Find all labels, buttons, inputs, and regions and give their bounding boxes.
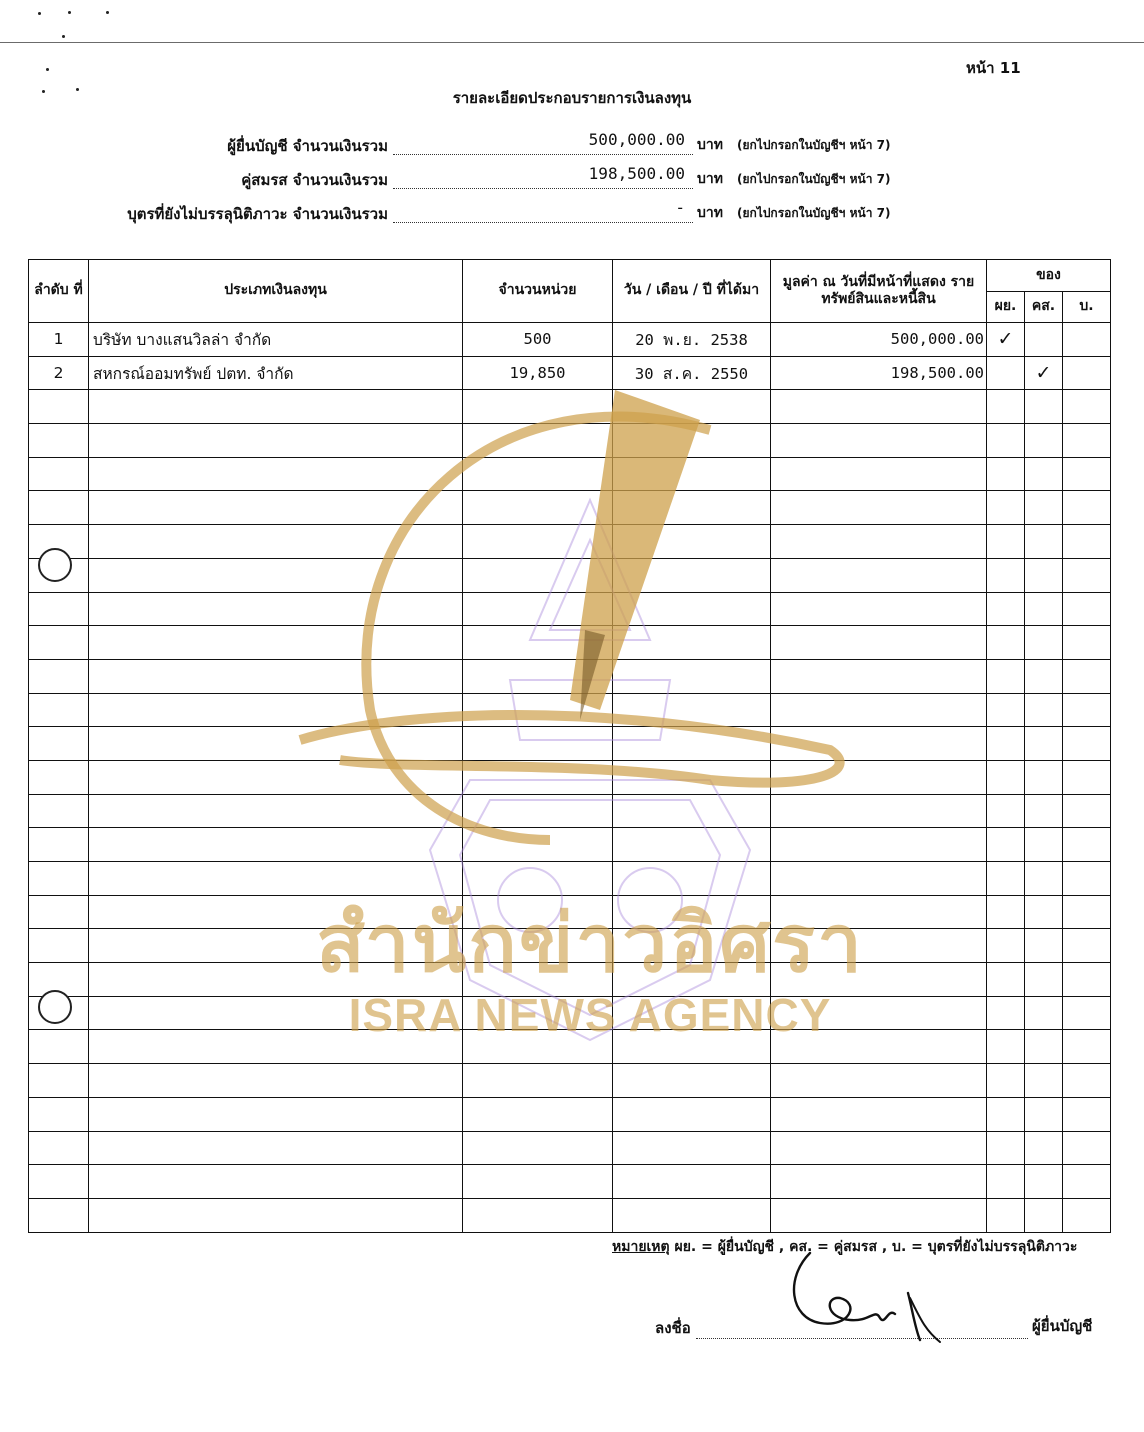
table-cell-empty — [1025, 1097, 1063, 1131]
table-cell-empty — [89, 727, 463, 761]
table-cell-empty — [987, 424, 1025, 458]
table-cell-empty — [613, 558, 771, 592]
header-no: ลำดับ ที่ — [29, 260, 89, 323]
table-cell-empty — [463, 626, 613, 660]
table-cell-empty — [89, 794, 463, 828]
summary-note: (ยกไปกรอกในบัญชีฯ หน้า 7) — [737, 138, 891, 152]
table-cell-empty — [613, 727, 771, 761]
sign-label: ลงชื่อ — [655, 1319, 691, 1337]
table-cell-empty — [29, 457, 89, 491]
table-cell-empty — [89, 693, 463, 727]
table-cell-empty — [29, 895, 89, 929]
table-cell-empty — [89, 963, 463, 997]
table-cell-empty — [987, 457, 1025, 491]
table-row — [29, 323, 1111, 357]
table-row-empty — [29, 525, 1111, 559]
table-row-empty — [29, 794, 1111, 828]
header-owner-filer: ผย. — [987, 292, 1025, 323]
table-cell-empty — [1063, 760, 1111, 794]
table-cell-empty — [89, 1165, 463, 1199]
table-cell-empty — [613, 491, 771, 525]
table-row-empty — [29, 1198, 1111, 1232]
table-cell-empty — [1063, 963, 1111, 997]
table-cell-empty — [987, 828, 1025, 862]
cell-no: 1 — [29, 323, 89, 357]
table-row-empty — [29, 390, 1111, 424]
table-cell-empty — [1063, 1064, 1111, 1098]
table-cell-empty — [1025, 929, 1063, 963]
table-cell-empty — [1025, 558, 1063, 592]
table-cell-empty — [1063, 424, 1111, 458]
table-cell-empty — [89, 659, 463, 693]
table-cell-empty — [613, 592, 771, 626]
table-cell-empty — [29, 1030, 89, 1064]
table-cell-empty — [771, 895, 987, 929]
cell-date-acquired: 20 พ.ย. 2538 — [613, 323, 771, 357]
table-cell-empty — [987, 1131, 1025, 1165]
table-cell-empty — [29, 424, 89, 458]
investment-table — [28, 259, 1111, 1233]
table-cell-empty — [89, 592, 463, 626]
table-cell-empty — [29, 592, 89, 626]
cell-owner-child-check — [1063, 323, 1111, 357]
summary-amount: - — [675, 198, 685, 217]
cell-owner-spouse-check — [1025, 323, 1063, 357]
table-cell-empty — [987, 491, 1025, 525]
page-top-edge — [0, 42, 1144, 43]
table-cell-empty — [463, 659, 613, 693]
table-cell-empty — [463, 862, 613, 896]
table-cell-empty — [1025, 1165, 1063, 1199]
table-cell-empty — [1025, 1030, 1063, 1064]
page-number: หน้า 11 — [966, 59, 1021, 77]
table-cell-empty — [771, 659, 987, 693]
table-row-empty — [29, 693, 1111, 727]
table-row-empty — [29, 895, 1111, 929]
table-cell-empty — [987, 1165, 1025, 1199]
table-cell-empty — [89, 996, 463, 1030]
table-cell-empty — [987, 1198, 1025, 1232]
table-cell-empty — [1025, 457, 1063, 491]
table-row-empty — [29, 1165, 1111, 1199]
table-row-empty — [29, 457, 1111, 491]
table-row-empty — [29, 1064, 1111, 1098]
table-cell-empty — [89, 1064, 463, 1098]
table-cell-empty — [987, 592, 1025, 626]
table-cell-empty — [771, 626, 987, 660]
table-cell-empty — [613, 1165, 771, 1199]
cell-value: 500,000.00 — [771, 323, 987, 357]
table-cell-empty — [987, 760, 1025, 794]
table-cell-empty — [771, 1030, 987, 1064]
table-cell-empty — [463, 727, 613, 761]
table-cell-empty — [1063, 1131, 1111, 1165]
table-cell-empty — [771, 963, 987, 997]
table-cell-empty — [463, 558, 613, 592]
table-row-empty — [29, 659, 1111, 693]
table-cell-empty — [987, 659, 1025, 693]
table-cell-empty — [771, 760, 987, 794]
table-cell-empty — [463, 996, 613, 1030]
table-cell-empty — [463, 525, 613, 559]
punch-hole — [38, 548, 72, 582]
table-cell-empty — [613, 693, 771, 727]
table-cell-empty — [613, 525, 771, 559]
table-cell-empty — [89, 525, 463, 559]
dotted-fill-line — [393, 154, 693, 155]
table-row-empty — [29, 862, 1111, 896]
table-cell-empty — [1025, 996, 1063, 1030]
table-cell-empty — [463, 1131, 613, 1165]
summary-label: คู่สมรส จำนวนเงินรวม — [241, 171, 388, 189]
summary-unit: บาท — [697, 171, 723, 187]
table-cell-empty — [987, 963, 1025, 997]
summary-label: บุตรที่ยังไม่บรรลุนิติภาวะ จำนวนเงินรวม — [127, 205, 388, 223]
table-row-empty — [29, 491, 1111, 525]
table-row-empty — [29, 1131, 1111, 1165]
table-cell-empty — [89, 895, 463, 929]
table-cell-empty — [463, 895, 613, 929]
cell-owner-filer-check — [987, 356, 1025, 390]
table-cell-empty — [1063, 1030, 1111, 1064]
table-cell-empty — [771, 828, 987, 862]
table-cell-empty — [463, 491, 613, 525]
table-cell-empty — [89, 828, 463, 862]
table-cell-empty — [771, 1064, 987, 1098]
table-cell-empty — [613, 760, 771, 794]
table-cell-empty — [771, 592, 987, 626]
table-row-empty — [29, 727, 1111, 761]
table-cell-empty — [613, 390, 771, 424]
signer-role: ผู้ยื่นบัญชี — [1032, 1317, 1093, 1335]
table-cell-empty — [463, 828, 613, 862]
table-cell-empty — [1025, 760, 1063, 794]
summary-unit: บาท — [697, 137, 723, 153]
table-cell-empty — [771, 491, 987, 525]
header-units: จำนวนหน่วย — [463, 260, 613, 323]
cell-owner-spouse-check: ✓ — [1025, 356, 1063, 390]
table-cell-empty — [1063, 525, 1111, 559]
table-cell-empty — [1063, 1165, 1111, 1199]
table-cell-empty — [89, 390, 463, 424]
table-row-empty — [29, 996, 1111, 1030]
table-cell-empty — [613, 895, 771, 929]
table-cell-empty — [89, 491, 463, 525]
table-cell-empty — [771, 457, 987, 491]
table-cell-empty — [771, 1198, 987, 1232]
table-row-empty — [29, 592, 1111, 626]
table-cell-empty — [29, 659, 89, 693]
table-cell-empty — [463, 794, 613, 828]
table-cell-empty — [1063, 693, 1111, 727]
table-cell-empty — [1025, 1064, 1063, 1098]
header-value: มูลค่า ณ วันที่มีหน้าที่แสดง รายทรัพย์สินและหนี้สิน — [771, 260, 987, 323]
table-cell-empty — [89, 1198, 463, 1232]
cell-value: 198,500.00 — [771, 356, 987, 390]
table-cell-empty — [771, 1165, 987, 1199]
table-cell-empty — [771, 862, 987, 896]
scan-speck — [106, 11, 109, 14]
summary-row-spouse — [0, 164, 1144, 194]
table-cell-empty — [771, 390, 987, 424]
document-title: รายละเอียดประกอบรายการเงินลงทุน — [452, 89, 692, 107]
table-cell-empty — [1063, 929, 1111, 963]
table-cell-empty — [987, 693, 1025, 727]
table-cell-empty — [613, 1030, 771, 1064]
dotted-fill-line — [393, 188, 693, 189]
table-row-empty — [29, 929, 1111, 963]
table-cell-empty — [29, 1097, 89, 1131]
table-cell-empty — [771, 1097, 987, 1131]
table-cell-empty — [613, 424, 771, 458]
table-row-empty — [29, 558, 1111, 592]
table-cell-empty — [89, 1131, 463, 1165]
table-cell-empty — [29, 794, 89, 828]
table-cell-empty — [89, 929, 463, 963]
table-cell-empty — [1025, 491, 1063, 525]
table-cell-empty — [1025, 390, 1063, 424]
summary-amount: 198,500.00 — [588, 164, 685, 183]
table-cell-empty — [89, 457, 463, 491]
table-cell-empty — [1025, 1131, 1063, 1165]
table-cell-empty — [613, 1097, 771, 1131]
table-cell-empty — [1063, 996, 1111, 1030]
table-cell-empty — [29, 929, 89, 963]
table-cell-empty — [613, 828, 771, 862]
table-cell-empty — [987, 996, 1025, 1030]
header-owner: ของ — [987, 260, 1111, 292]
table-cell-empty — [1063, 828, 1111, 862]
table-cell-empty — [1063, 794, 1111, 828]
table-cell-empty — [613, 862, 771, 896]
table-cell-empty — [771, 727, 987, 761]
table-cell-empty — [29, 1131, 89, 1165]
table-cell-empty — [987, 929, 1025, 963]
table-cell-empty — [29, 1165, 89, 1199]
table-cell-empty — [613, 794, 771, 828]
table-cell-empty — [771, 693, 987, 727]
table-cell-empty — [1063, 659, 1111, 693]
table-cell-empty — [771, 996, 987, 1030]
table-cell-empty — [1025, 794, 1063, 828]
table-cell-empty — [613, 963, 771, 997]
table-cell-empty — [771, 558, 987, 592]
table-cell-empty — [29, 1064, 89, 1098]
table-cell-empty — [1063, 491, 1111, 525]
cell-owner-child-check — [1063, 356, 1111, 390]
table-cell-empty — [1025, 727, 1063, 761]
table-cell-empty — [771, 794, 987, 828]
table-cell-empty — [463, 1097, 613, 1131]
table-row-empty — [29, 424, 1111, 458]
table-cell-empty — [1063, 895, 1111, 929]
table-cell-empty — [463, 929, 613, 963]
table-cell-empty — [613, 929, 771, 963]
remark-text: ผย. = ผู้ยื่นบัญชี , คส. = คู่สมรส , บ. = บุตรที่ยังไม่บรรลุนิติภาวะ — [669, 1239, 1078, 1255]
table-cell-empty — [613, 1064, 771, 1098]
table-row-empty — [29, 963, 1111, 997]
punch-hole — [38, 990, 72, 1024]
table-row — [29, 356, 1111, 390]
table-cell-empty — [987, 1064, 1025, 1098]
table-cell-empty — [89, 1030, 463, 1064]
table-cell-empty — [463, 424, 613, 458]
summary-row-filer — [0, 130, 1144, 160]
table-cell-empty — [29, 693, 89, 727]
table-cell-empty — [29, 390, 89, 424]
table-cell-empty — [463, 760, 613, 794]
table-cell-empty — [89, 862, 463, 896]
table-cell-empty — [1025, 592, 1063, 626]
table-cell-empty — [463, 1030, 613, 1064]
table-cell-empty — [987, 558, 1025, 592]
table-cell-empty — [987, 862, 1025, 896]
table-cell-empty — [987, 1097, 1025, 1131]
table-cell-empty — [987, 727, 1025, 761]
table-cell-empty — [1025, 895, 1063, 929]
summary-note: (ยกไปกรอกในบัญชีฯ หน้า 7) — [737, 172, 891, 186]
table-cell-empty — [1025, 862, 1063, 896]
scan-speck — [38, 12, 41, 15]
handwritten-signature — [780, 1248, 950, 1348]
table-cell-empty — [29, 727, 89, 761]
table-cell-empty — [987, 1030, 1025, 1064]
table-cell-empty — [463, 693, 613, 727]
table-cell-empty — [29, 760, 89, 794]
table-cell-empty — [613, 659, 771, 693]
table-cell-empty — [89, 424, 463, 458]
table-cell-empty — [1025, 1198, 1063, 1232]
table-cell-empty — [1025, 963, 1063, 997]
table-cell-empty — [463, 1064, 613, 1098]
table-row-empty — [29, 828, 1111, 862]
table-cell-empty — [1025, 828, 1063, 862]
scan-speck — [46, 68, 49, 71]
table-row-empty — [29, 1030, 1111, 1064]
table-cell-empty — [1063, 626, 1111, 660]
table-cell-empty — [1025, 659, 1063, 693]
table-cell-empty — [1063, 1198, 1111, 1232]
table-cell-empty — [29, 862, 89, 896]
header-date-acquired: วัน / เดือน / ปี ที่ได้มา — [613, 260, 771, 323]
table-cell-empty — [1063, 862, 1111, 896]
summary-row-child — [0, 198, 1144, 228]
table-cell-empty — [463, 592, 613, 626]
table-row-empty — [29, 1097, 1111, 1131]
table-cell-empty — [613, 457, 771, 491]
cell-no: 2 — [29, 356, 89, 390]
table-cell-empty — [89, 760, 463, 794]
dotted-fill-line — [393, 222, 693, 223]
cell-date-acquired: 30 ส.ค. 2550 — [613, 356, 771, 390]
header-owner-spouse: คส. — [1025, 292, 1063, 323]
table-cell-empty — [29, 626, 89, 660]
table-cell-empty — [771, 929, 987, 963]
summary-amount: 500,000.00 — [588, 130, 685, 149]
table-row-empty — [29, 626, 1111, 660]
watermark-english-text: ISRA NEWS AGENCY — [348, 989, 832, 1041]
table-cell-empty — [1063, 1097, 1111, 1131]
table-row-empty — [29, 760, 1111, 794]
table-cell-empty — [771, 424, 987, 458]
table-cell-empty — [463, 457, 613, 491]
summary-label: ผู้ยื่นบัญชี จำนวนเงินรวม — [227, 137, 388, 155]
table-cell-empty — [987, 895, 1025, 929]
table-cell-empty — [987, 794, 1025, 828]
table-cell-empty — [1063, 558, 1111, 592]
table-cell-empty — [1063, 457, 1111, 491]
table-cell-empty — [1025, 626, 1063, 660]
table-cell-empty — [771, 1131, 987, 1165]
table-cell-empty — [1063, 592, 1111, 626]
cell-investment-type: สหกรณ์ออมทรัพย์ ปตท. จำกัด — [89, 356, 463, 390]
table-cell-empty — [29, 491, 89, 525]
table-cell-empty — [987, 626, 1025, 660]
table-cell-empty — [89, 626, 463, 660]
table-cell-empty — [89, 558, 463, 592]
cell-owner-filer-check: ✓ — [987, 323, 1025, 357]
header-owner-child: บ. — [1063, 292, 1111, 323]
table-cell-empty — [89, 1097, 463, 1131]
scan-speck — [62, 35, 65, 38]
table-cell-empty — [1025, 525, 1063, 559]
header-investment-type: ประเภทเงินลงทุน — [89, 260, 463, 323]
table-cell-empty — [1063, 390, 1111, 424]
cell-units: 500 — [463, 323, 613, 357]
table-cell-empty — [1063, 727, 1111, 761]
table-cell-empty — [613, 1198, 771, 1232]
cell-units: 19,850 — [463, 356, 613, 390]
table-cell-empty — [613, 626, 771, 660]
table-cell-empty — [987, 390, 1025, 424]
cell-investment-type: บริษัท บางแสนวิลล่า จำกัด — [89, 323, 463, 357]
summary-note: (ยกไปกรอกในบัญชีฯ หน้า 7) — [737, 206, 891, 220]
table-cell-empty — [463, 1198, 613, 1232]
scan-speck — [68, 11, 71, 14]
table-cell-empty — [613, 1131, 771, 1165]
table-cell-empty — [771, 525, 987, 559]
watermark-thai-text: สำนักข่าวอิศรา — [315, 897, 865, 990]
table-cell-empty — [29, 1198, 89, 1232]
summary-unit: บาท — [697, 205, 723, 221]
table-cell-empty — [1025, 424, 1063, 458]
table-cell-empty — [987, 525, 1025, 559]
remark-title: หมายเหตุ — [612, 1239, 670, 1255]
table-cell-empty — [463, 390, 613, 424]
table-cell-empty — [29, 828, 89, 862]
table-cell-empty — [463, 963, 613, 997]
table-cell-empty — [613, 996, 771, 1030]
table-cell-empty — [1025, 693, 1063, 727]
table-cell-empty — [463, 1165, 613, 1199]
